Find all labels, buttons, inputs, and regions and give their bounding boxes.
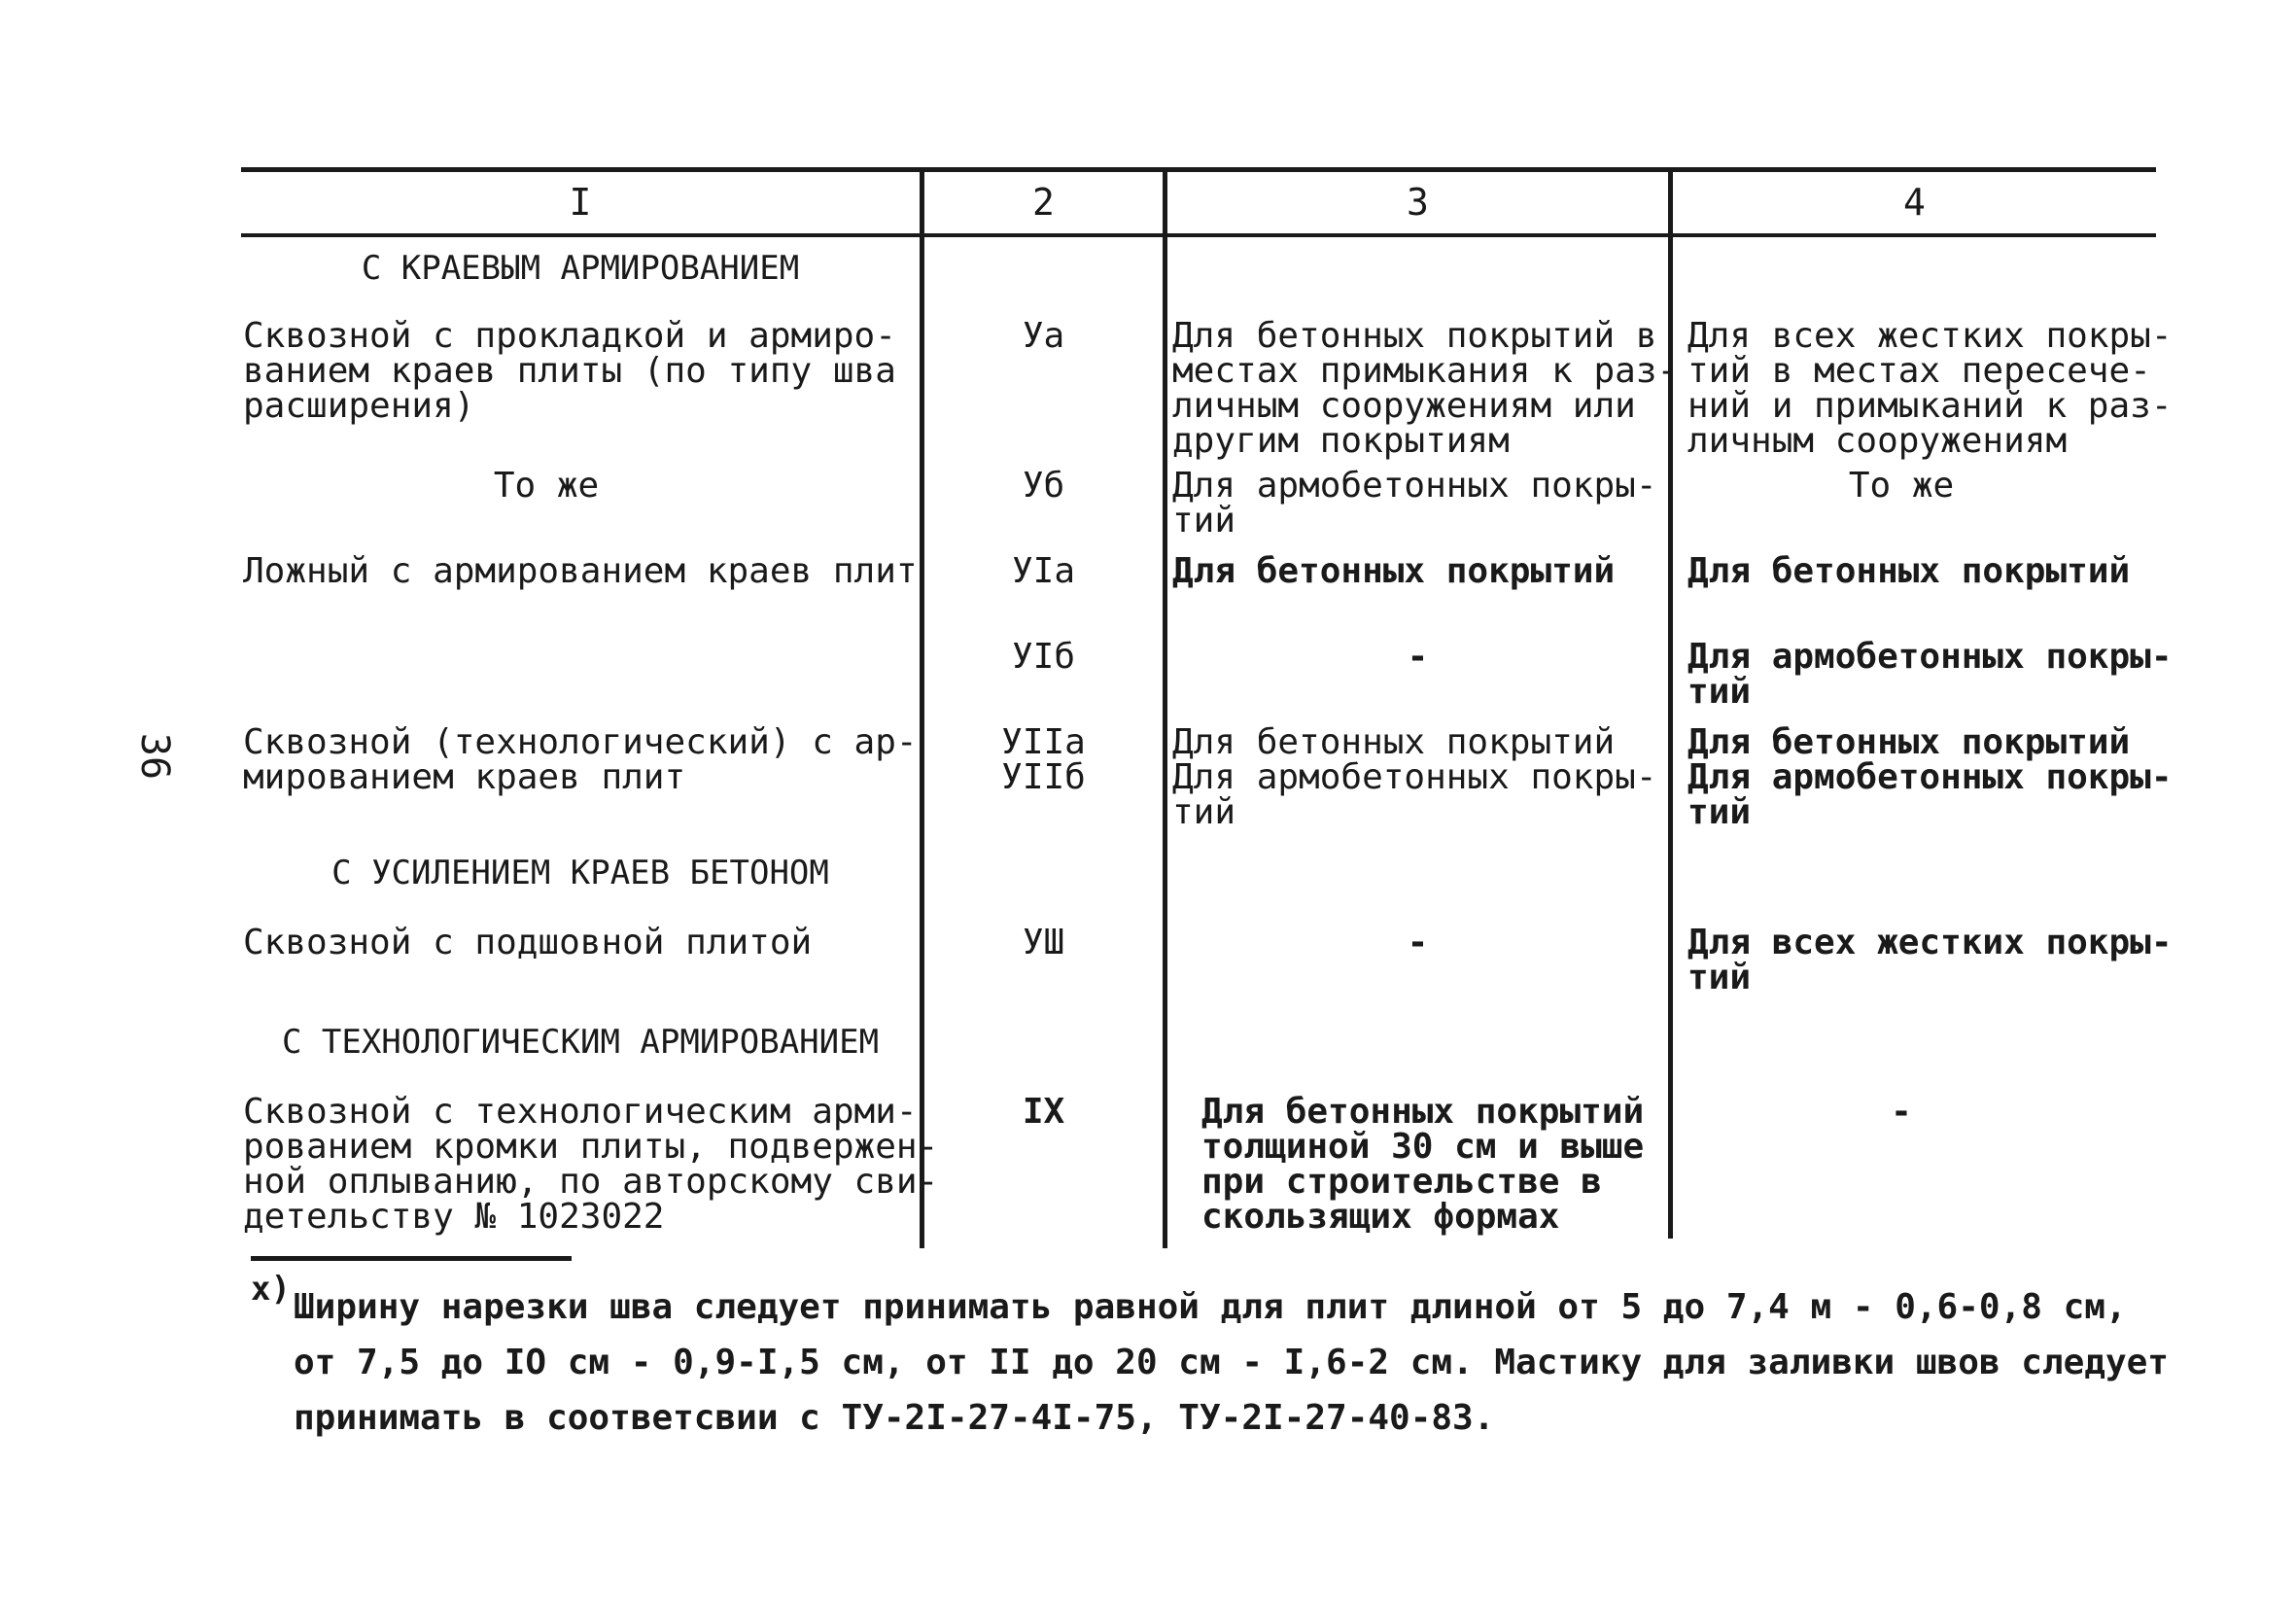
row2-col4: То же bbox=[1848, 466, 1955, 506]
section-heading-tech: С ТЕХНОЛОГИЧЕСКИМ АРМИРОВАНИЕМ bbox=[281, 1023, 880, 1062]
row1-col1: Сквозной с прокладкой и армиро- ванием краев плиты (по типу шва расширения) bbox=[243, 316, 896, 426]
row6-col3: - bbox=[1407, 923, 1429, 962]
row4-col4: Для армобетонных покры- тий bbox=[1687, 637, 2173, 712]
footnote-line-2: от 7,5 до IO см - 0,9-I,5 см, от II до 20 см - I,6-2 см. Мастику для заливки швов следует bbox=[294, 1343, 2169, 1382]
row3-col3: Для бетонных покрытий bbox=[1172, 551, 1616, 591]
row2-col3: Для армобетонных покры- тий bbox=[1172, 466, 1657, 541]
row6-col4: Для всех жестких покры- тий bbox=[1687, 923, 2173, 997]
footnote-marker: х) bbox=[251, 1270, 291, 1309]
header-col-3: 3 bbox=[1407, 181, 1429, 224]
row4-col3: - bbox=[1407, 637, 1429, 677]
table-top-rule bbox=[241, 167, 2156, 172]
row7-col4: - bbox=[1891, 1092, 1912, 1132]
row5-col3: Для бетонных покрытий Для армобетонных покры- тий bbox=[1172, 722, 1657, 832]
footnote-separator bbox=[251, 1256, 572, 1261]
row3-col2: УIа bbox=[1011, 551, 1076, 591]
row7-col2: IX bbox=[1022, 1092, 1065, 1132]
header-col-2: 2 bbox=[1032, 181, 1055, 224]
row1-col2: Уа bbox=[1022, 316, 1065, 356]
row2-col2: Уб bbox=[1022, 466, 1065, 506]
row3-col1: Ложный с армированием краев плит bbox=[243, 551, 918, 591]
row6-col1: Сквозной с подшовной плитой bbox=[243, 923, 813, 962]
row5-col4: Для бетонных покрытий Для армобетонных покры- тий bbox=[1687, 722, 2173, 832]
table-header-rule bbox=[241, 233, 2156, 237]
row7-col3: Для бетонных покрытий толщиной 30 см и выше при строительстве в скользящих формах bbox=[1201, 1092, 1645, 1237]
row5-col2: УIIа УIIб bbox=[1001, 722, 1086, 797]
header-col-1: I bbox=[569, 181, 592, 224]
row1-col4: Для всех жестких покры- тий в местах пересече- ний и примыканий к раз- личным сооружениям bbox=[1687, 316, 2173, 461]
header-col-4: 4 bbox=[1903, 181, 1926, 224]
row3-col4: Для бетонных покрытий bbox=[1687, 551, 2131, 591]
column-divider-2 bbox=[1163, 169, 1167, 1248]
footnote-line-1: Ширину нарезки шва следует принимать равной для плит длиной от 5 до 7,4 м - 0,6-0,8 см, bbox=[294, 1287, 2127, 1327]
section-heading-concrete: С УСИЛЕНИЕМ КРАЕВ БЕТОНОМ bbox=[331, 854, 829, 892]
row4-col2: УIб bbox=[1011, 637, 1076, 677]
row5-col1: Сквозной (технологический) с ар- мированием краев плит bbox=[243, 722, 918, 797]
row7-col1: Сквозной с технологическим арми- рованием кромки плиты, подвержен- ной оплыванию, по авторскому сви- детельству № 1023022 bbox=[243, 1092, 939, 1237]
page-number: 36 bbox=[132, 732, 178, 781]
row1-col3: Для бетонных покрытий в местах примыкания к раз- личным сооружениям или другим покрытиям bbox=[1172, 316, 1679, 461]
row6-col2: УШ bbox=[1022, 923, 1065, 962]
section-heading-edge: С КРАЕВЫМ АРМИРОВАНИЕМ bbox=[361, 249, 800, 288]
row2-col1: То же bbox=[493, 466, 600, 506]
footnote-line-3: принимать в соответсвии с ТУ-2I-27-4I-75, ТУ-2I-27-40-83. bbox=[294, 1398, 1495, 1438]
